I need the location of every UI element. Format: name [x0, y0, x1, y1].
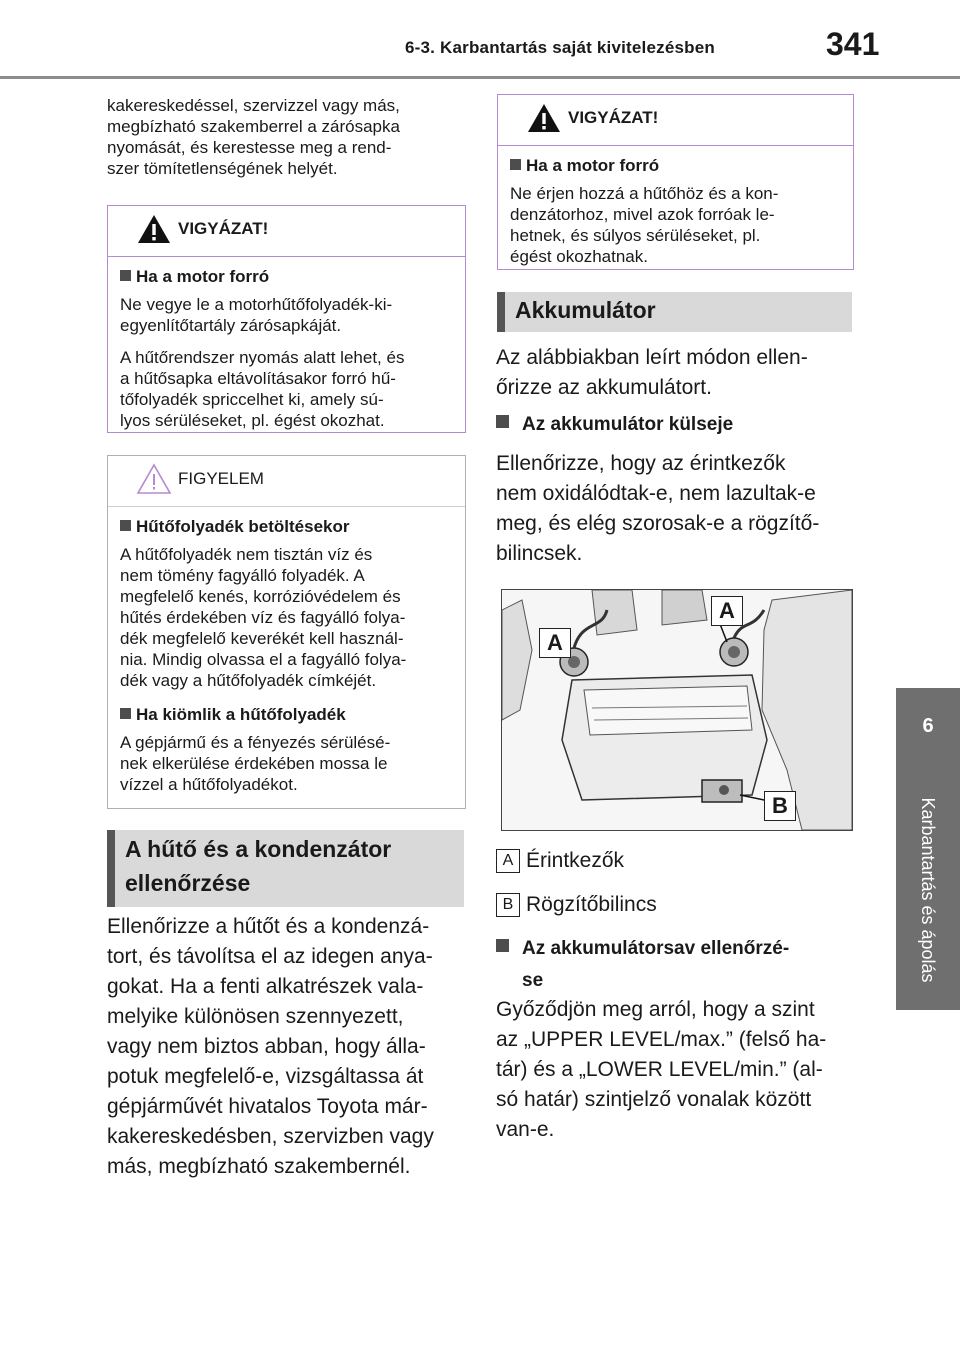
- legend-text: Rögzítőbilincs: [526, 893, 657, 916]
- section-header-battery: Akkumulátor: [497, 292, 852, 332]
- battery-illustration: [501, 589, 853, 831]
- notice-paragraph: A gépjármű és a fényezés sérülésé- nek elkerülése érdekében mossa le vízzel a hűtőfolyadékot.: [120, 733, 391, 794]
- header-rule: [0, 76, 960, 79]
- legend-item-a: [496, 846, 624, 876]
- notice-paragraph: A hűtőfolyadék nem tisztán víz és nem tömény fagyálló folyadék. A megfelelő kenés, korrózióvédelem és hűtés érdekében víz és fagyálló folya- dék megfelelő keverékét kell használ- nia. Mindig olvassa el a fagyálló folya- dék vagy a hűtőfolyadék címkéjét.: [120, 545, 407, 690]
- intro-paragraph: kakereskedéssel, szervizzel vagy más, megbízható szakemberrel a zárósapka nyomását, és kerestesse meg a rend- szer tömítetlenségének helyét.: [107, 96, 400, 178]
- legend-key: A: [496, 849, 520, 873]
- section-header-radiator: A hűtő és a kondenzátor ellenőrzése: [107, 830, 464, 907]
- warning-subheading: Ha a motor forró: [136, 267, 270, 286]
- warning-label: VIGYÁZAT!: [568, 108, 659, 127]
- notice-box-header: [108, 456, 465, 507]
- warning-box-header: [108, 206, 465, 257]
- warning-subheading: Ha a motor forró: [526, 156, 660, 175]
- bullet-square-icon: [496, 415, 509, 428]
- chapter-label: Karbantartás és ápolás: [918, 797, 938, 983]
- warning-label: VIGYÁZAT!: [178, 219, 269, 238]
- battery-intro: Az alábbiakban leírt módon ellen- őrizze az akkumulátort.: [496, 346, 808, 399]
- warning-paragraph: A hűtőrendszer nyomás alatt lehet, és a hűtősapka eltávolításakor forró hű- tőfolyadék spriccelhet ki, amely sú- lyos sérüléseket, pl. égést okozhat.: [120, 348, 405, 430]
- battery-acid-body: Győződjön meg arról, hogy a szint az „UPPER LEVEL/max.” (felső ha- tár) és a „LOWER LEVEL/min.” (al- só határ) szintjelző vonalak között van-e.: [496, 998, 827, 1141]
- legend-text: Érintkezők: [526, 849, 625, 872]
- warning-paragraph: Ne érjen hozzá a hűtőhöz és a kon- denzátorhoz, mivel azok forróak le- hetnek, és súlyos sérüléseket, pl. égést okozhatnak.: [510, 184, 779, 266]
- battery-exterior-body: Ellenőrizze, hogy az érintkezők nem oxidálódtak-e, nem lazultak-e meg, és elég szorosak-e a rögzítő- bilincsek.: [496, 452, 820, 565]
- battery-acid-heading: Az akkumulátorsav ellenőrzé- se: [496, 933, 856, 997]
- notice-label: FIGYELEM: [178, 469, 264, 488]
- notice-subheading: Hűtőfolyadék betöltésekor: [136, 517, 350, 536]
- battery-line-drawing: [502, 590, 852, 830]
- bullet-square-icon: [120, 520, 131, 531]
- warning-triangle-icon: [526, 101, 562, 135]
- callout-b: B: [764, 791, 796, 821]
- radiator-body: Ellenőrizze a hűtőt és a kondenzá- tort, és távolítsa el az idegen anya- gokat. Ha a fenti alkatrészek vala- melyike különösen szennyezett, vagy nem biztos abban, hogy álla- potuk megfelelő-e, vizsgáltassa át gépjárművét hivatalos Toyota már- kakereskedésben, szervizben vagy más, megbízható szakembernél.: [107, 915, 434, 1178]
- bullet-square-icon: [496, 939, 509, 952]
- warning-paragraph: Ne vegye le a motorhűtőfolyadék-ki- egyenlítőtartály zárósapkáját.: [120, 295, 393, 335]
- legend-key: B: [496, 893, 520, 917]
- section-title: 6-3. Karbantartás saját kivitelezésben: [405, 38, 715, 57]
- warning-box-radiator-hot: [497, 94, 854, 270]
- callout-a-right: A: [711, 596, 743, 626]
- page-number: 341: [826, 26, 880, 62]
- notice-box-coolant: [107, 455, 466, 809]
- callout-a-left: A: [539, 628, 571, 658]
- warning-box-header: [498, 95, 853, 146]
- caution-triangle-icon: [136, 462, 172, 496]
- bullet-square-icon: [120, 708, 131, 719]
- legend-item-b: [496, 890, 657, 920]
- notice-subheading: Ha kiömlik a hűtőfolyadék: [136, 705, 346, 724]
- chapter-number: 6: [922, 715, 934, 737]
- battery-exterior-heading: Az akkumulátor külseje: [496, 414, 733, 436]
- bullet-square-icon: [120, 270, 131, 281]
- warning-box-engine-hot: [107, 205, 466, 433]
- warning-triangle-icon: [136, 212, 172, 246]
- bullet-square-icon: [510, 159, 521, 170]
